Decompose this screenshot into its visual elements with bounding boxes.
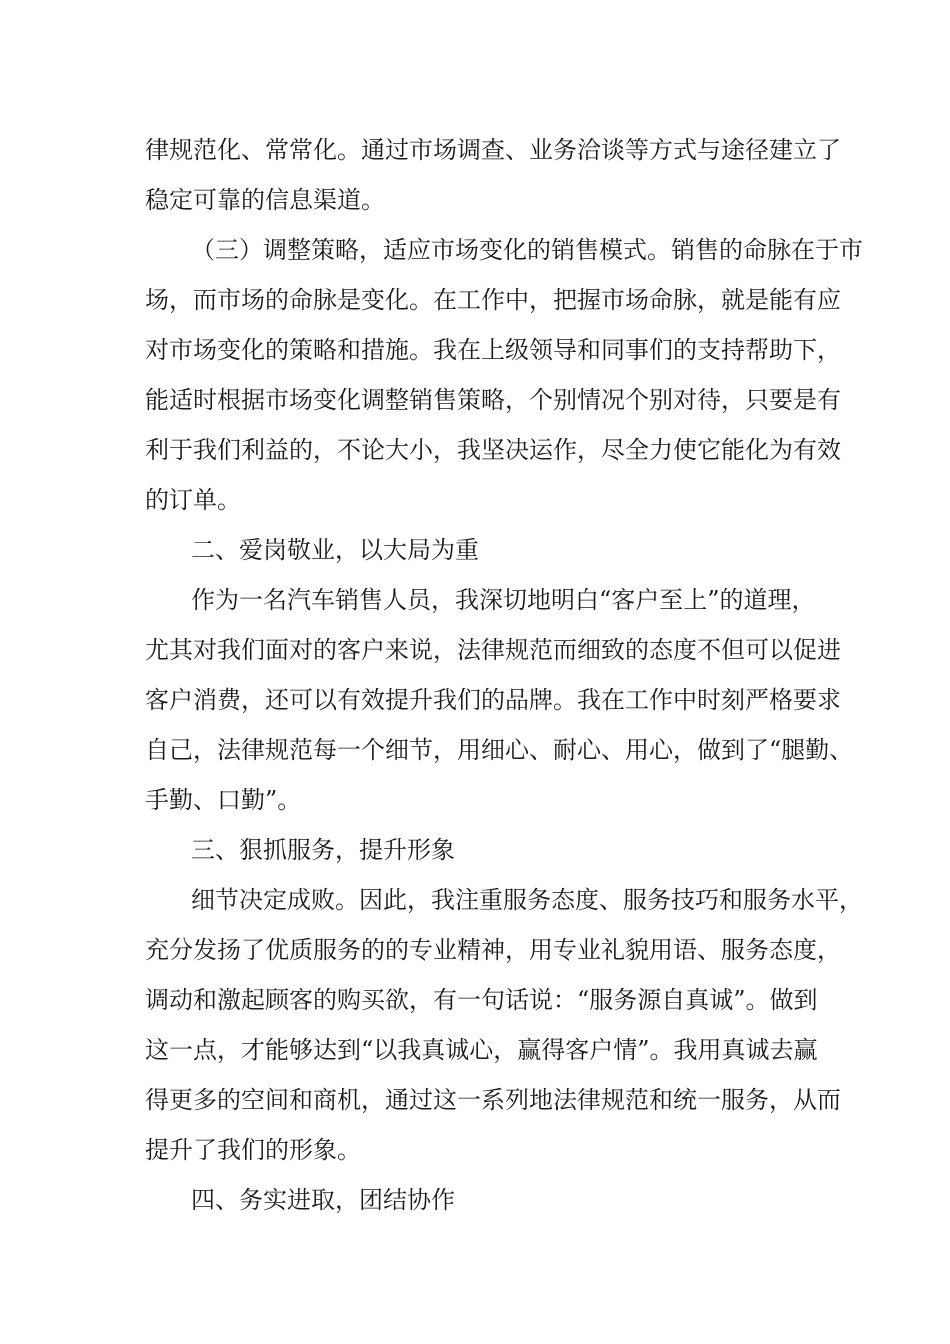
section-heading: 二、爱岗敬业，以大局为重	[191, 536, 479, 564]
paragraph-line: 调动和激起顾客的购买欲，有一句话说：“服务源自真诚”。做到	[145, 986, 818, 1014]
paragraph-line: 利于我们利益的，不论大小，我坚决运作，尽全力使它能化为有效	[145, 436, 841, 464]
paragraph-line: 尤其对我们面对的客户来说，法律规范而细致的态度不但可以促进	[145, 636, 841, 664]
paragraph-line: 这一点，才能够达到“以我真诚心，赢得客户情”。我用真诚去赢	[145, 1036, 818, 1064]
paragraph-line: 对市场变化的策略和措施。我在上级领导和同事们的支持帮助下，	[145, 336, 841, 364]
paragraph-line: 自己，法律规范每一个细节，用细心、耐心、用心，做到了“腿勤、	[145, 736, 854, 764]
paragraph-line: 提升了我们的形象。	[145, 1136, 361, 1164]
paragraph-line: 稳定可靠的信息渠道。	[145, 186, 385, 214]
paragraph-line: 充分发扬了优质服务的的专业精神，用专业礼貌用语、服务态度，	[145, 936, 841, 964]
paragraph-line: （三）调整策略，适应市场变化的销售模式。销售的命脉在于市	[191, 236, 863, 264]
paragraph-line: 手勤、口勤”。	[145, 786, 302, 814]
paragraph-line: 细节决定成败。因此，我注重服务态度、服务技巧和服务水平，	[191, 886, 863, 914]
paragraph-line: 的订单。	[145, 486, 241, 514]
section-heading: 四、务实进取，团结协作	[191, 1186, 455, 1214]
paragraph-line: 客户消费，还可以有效提升我们的品牌。我在工作中时刻严格要求	[145, 686, 841, 714]
paragraph-line: 律规范化、常常化。通过市场调查、业务洽谈等方式与途径建立了	[145, 136, 841, 164]
paragraph-line: 能适时根据市场变化调整销售策略，个别情况个别对待，只要是有	[145, 386, 841, 414]
paragraph-line: 作为一名汽车销售人员，我深切地明白“客户至上”的道理，	[191, 586, 816, 614]
section-heading: 三、狠抓服务，提升形象	[191, 836, 455, 864]
paragraph-line: 场，而市场的命脉是变化。在工作中，把握市场命脉，就是能有应	[145, 286, 841, 314]
paragraph-line: 得更多的空间和商机，通过这一系列地法律规范和统一服务，从而	[145, 1086, 841, 1114]
